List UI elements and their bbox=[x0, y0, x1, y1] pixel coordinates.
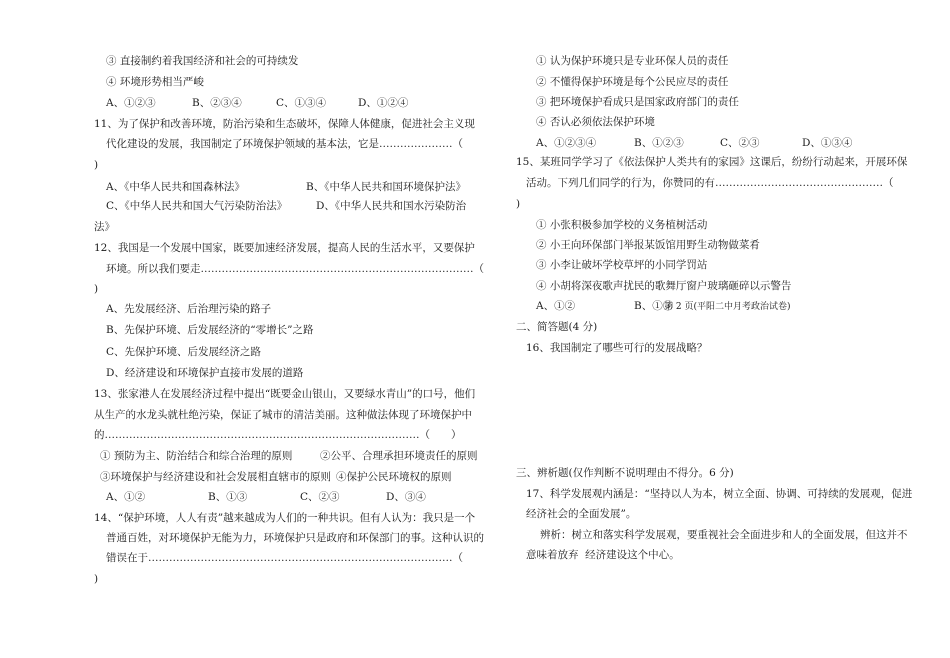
q14-item-1: ① 认为保护环境只是专业环保人员的责任 bbox=[536, 55, 729, 67]
q11-stem-line1: 11、为了保护和改善环境，防治污染和生态破坏，保障人体健康，促进社会主义现 bbox=[94, 118, 475, 130]
q14-item-2: ② 不懂得保护环境是每个公民应尽的责任 bbox=[536, 76, 729, 88]
q13-stem-line1: 13、张家港人在发展经济过程中提出“既要金山银山，又要绿水青山”的口号，他们 bbox=[94, 388, 476, 400]
q17-analysis-line1: 辨析：树立和落实科学发展观，要重视社会全面进步和人的全面发展，但这并不 bbox=[540, 529, 908, 541]
q17-stem-line2: 经济社会的全面发展”。 bbox=[526, 508, 637, 520]
q15-stem-line3: ) bbox=[516, 198, 521, 210]
q13-option-a: A、①② bbox=[106, 491, 146, 503]
q14-stem-line3: 错误在于……………………………………………………………………………（ bbox=[106, 552, 463, 564]
q13-item-4: ④保护公民环境权的原则 bbox=[336, 471, 452, 483]
q14-item-3: ③ 把环境保护看成只是国家政府部门的责任 bbox=[536, 96, 739, 108]
q15-item-4: ④ 小胡将深夜歌声扰民的歌舞厅窗户玻璃砸碎以示警告 bbox=[536, 280, 792, 292]
q11-option-c: C、《中华人民共和国大气污染防治法》 bbox=[106, 200, 288, 212]
q15-option-a: A、①② bbox=[536, 300, 576, 312]
q10-option-b: B、②③④ bbox=[192, 97, 242, 109]
q15-item-1: ① 小张积极参加学校的义务植树活动 bbox=[536, 219, 708, 231]
q11-option-a: A、《中华人民共和国森林法》 bbox=[106, 181, 245, 193]
q11-option-d-cont: 法》 bbox=[94, 221, 115, 233]
q13-item-2: ②公平、合理承担环境责任的原则 bbox=[320, 450, 478, 462]
q13-option-b: B、①③ bbox=[208, 491, 248, 503]
q13-stem-line2: 从生产的水龙头就杜绝污染，保证了城市的清洁美丽。这种做法体现了环境保护中 bbox=[94, 409, 472, 421]
q11-stem-line3: ) bbox=[94, 159, 99, 171]
q14-option-c: C、②③ bbox=[720, 137, 760, 149]
q14-item-4: ④ 否认必须依法保护环境 bbox=[536, 116, 655, 128]
q13-stem-line3: 的………………………………………………………………………………（ ） bbox=[94, 429, 462, 441]
q10-option-d: D、①②④ bbox=[358, 97, 409, 109]
q15-option-b: B、①③ bbox=[634, 300, 674, 312]
q10-item-3: ③ 直接制约着我国经济和社会的可持续发 bbox=[106, 55, 299, 67]
q10-item-4: ④ 环境形势相当严峻 bbox=[106, 76, 204, 88]
q17-analysis-line2: 意味着放弃 经济建设这个中心。 bbox=[526, 549, 680, 561]
q12-option-c: C、先保护环境、后发展经济之路 bbox=[106, 346, 262, 358]
q12-stem-line1: 12、我国是一个发展中国家，既要加速经济发展，提高人民的生活水平，又要保护 bbox=[94, 242, 475, 254]
q15-item-3: ③ 小李让破坏学校草坪的小同学罚站 bbox=[536, 259, 708, 271]
q13-option-d: D、③④ bbox=[386, 491, 426, 503]
q11-option-b: B、《中华人民共和国环境保护法》 bbox=[306, 181, 466, 193]
q14-stem-line4: ) bbox=[94, 573, 99, 585]
q15-stem-line2: 活动。下列几们同学的行为，你赞同的有…………………………………………（ bbox=[526, 177, 894, 189]
q11-option-d: D、《中华人民共和国水污染防治 bbox=[316, 200, 467, 212]
q13-item-3: ③环境保护与经济建设和社会发展相直辖市的原则 bbox=[100, 471, 331, 483]
q14-stem-line1: 14、“保护环境，人人有责”越来越成为人们的一种共识。但有人认为：我只是一个 bbox=[94, 512, 476, 524]
q11-stem-line2: 代化建设的发展，我国制定了环境保护领域的基本法，它是…………………（ bbox=[106, 138, 463, 150]
section-3-heading: 三、辨析题(仅作判断不说明理由不得分。6 分) bbox=[516, 467, 734, 479]
q16-stem: 16、我国制定了哪些可行的发展战略？ bbox=[526, 342, 708, 354]
section-2-heading: 二、简答题(4 分) bbox=[516, 321, 598, 333]
q12-option-a: A、先发展经济、后治理污染的路子 bbox=[106, 303, 272, 315]
q10-option-c: C、①③④ bbox=[276, 97, 327, 109]
q12-stem-line2: 环境。所以我们要走……………………………………………………………………（ bbox=[106, 263, 484, 275]
q10-option-a: A、①②③ bbox=[106, 97, 156, 109]
q15-stem-line1: 15、某班同学学习了《依法保护人类共有的家园》这课后，纷纷行动起来，开展环保 bbox=[516, 156, 908, 168]
q12-option-d: D、经济建设和环境保护直接市发展的道路 bbox=[106, 367, 304, 379]
q12-option-b: B、先保护环境、后发展经济的“零增长”之路 bbox=[106, 324, 314, 336]
page-footer: 第 2 页(平阳二中月考政治试卷) bbox=[664, 302, 791, 312]
q17-stem-line1: 17、科学发展观内涵是：“坚持以人为本，树立全面、协调、可持续的发展观，促进 bbox=[526, 488, 913, 500]
q13-option-c: C、②③ bbox=[300, 491, 340, 503]
q15-item-2: ② 小王向环保部门举报某饭馆用野生动物做菜肴 bbox=[536, 239, 760, 251]
q14-stem-line2: 普通百姓，对环境保护无能为力，环境保护只是政府和环保部门的事。这种认识的 bbox=[106, 532, 484, 544]
q14-option-d: D、①③④ bbox=[802, 137, 853, 149]
q14-option-b: B、①②③ bbox=[634, 137, 684, 149]
q13-item-1: ① 预防为主、防治结合和综合治理的原则 bbox=[100, 450, 293, 462]
q14-option-a: A、①②③④ bbox=[536, 137, 597, 149]
q12-stem-line3: ) bbox=[94, 283, 99, 295]
